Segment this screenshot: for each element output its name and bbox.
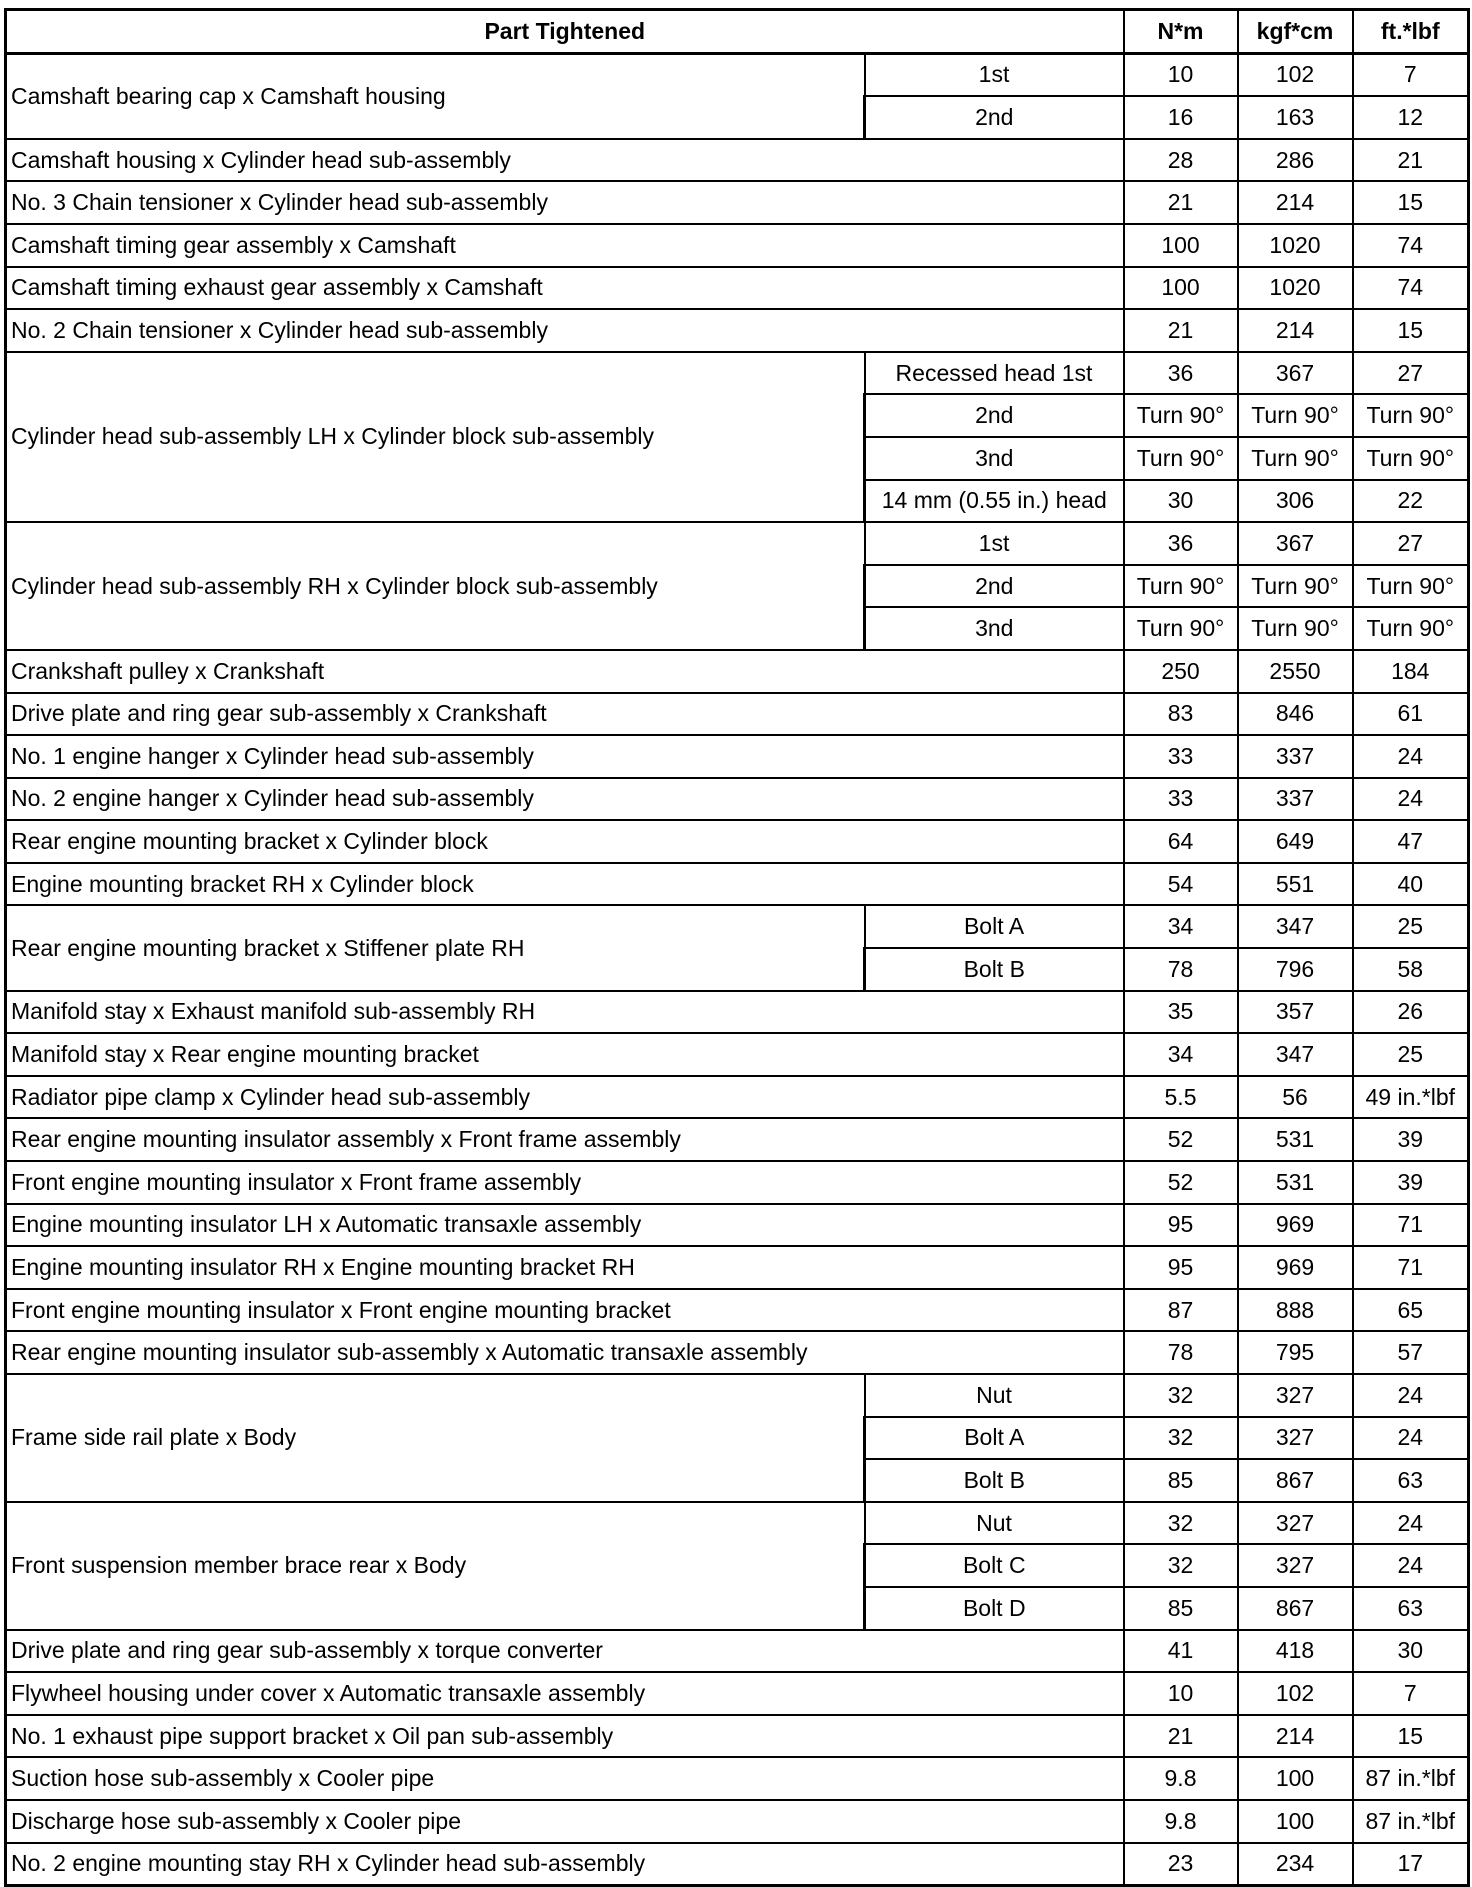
kgf-cm-value: 214 <box>1238 181 1353 224</box>
nm-value: Turn 90° <box>1124 437 1238 480</box>
step-cell: Bolt A <box>865 905 1124 948</box>
table-row <box>6 1033 1469 1076</box>
table-row <box>6 863 1469 906</box>
table-row <box>6 1374 1469 1417</box>
ft-lbf-value: 12 <box>1353 96 1469 139</box>
ft-lbf-value: 65 <box>1353 1289 1469 1332</box>
kgf-cm-value: 102 <box>1238 53 1353 96</box>
step-cell: Recessed head 1st <box>865 352 1124 395</box>
table-row <box>6 1161 1469 1204</box>
table-row <box>6 1502 1469 1545</box>
nm-value: 52 <box>1124 1118 1238 1161</box>
nm-value: 64 <box>1124 820 1238 863</box>
kgf-cm-value: 795 <box>1238 1331 1353 1374</box>
part-cell: No. 2 engine hanger x Cylinder head sub-assembly <box>6 778 1124 821</box>
table-row <box>6 991 1469 1034</box>
table-row <box>6 1246 1469 1289</box>
ft-lbf-value: 26 <box>1353 991 1469 1034</box>
part-cell: Rear engine mounting bracket x Stiffener plate RH <box>6 905 865 990</box>
ft-lbf-value: 39 <box>1353 1118 1469 1161</box>
step-cell: 14 mm (0.55 in.) head <box>865 480 1124 523</box>
kgf-cm-value: 888 <box>1238 1289 1353 1332</box>
table-row <box>6 735 1469 778</box>
nm-value: 100 <box>1124 267 1238 310</box>
step-cell: 3nd <box>865 437 1124 480</box>
nm-value: 41 <box>1124 1630 1238 1673</box>
part-cell: Engine mounting bracket RH x Cylinder block <box>6 863 1124 906</box>
nm-value: 32 <box>1124 1544 1238 1587</box>
kgf-cm-value: 2550 <box>1238 650 1353 693</box>
kgf-cm-value: Turn 90° <box>1238 437 1353 480</box>
nm-value: Turn 90° <box>1124 394 1238 437</box>
nm-value: 23 <box>1124 1843 1238 1886</box>
kgf-cm-value: 531 <box>1238 1161 1353 1204</box>
ft-lbf-value: 74 <box>1353 224 1469 267</box>
ft-lbf-value: 71 <box>1353 1246 1469 1289</box>
part-cell: No. 3 Chain tensioner x Cylinder head sub-assembly <box>6 181 1124 224</box>
ft-lbf-value: Turn 90° <box>1353 437 1469 480</box>
nm-value: 95 <box>1124 1204 1238 1247</box>
nm-value: 21 <box>1124 309 1238 352</box>
nm-value: Turn 90° <box>1124 565 1238 608</box>
kgf-cm-value: 327 <box>1238 1544 1353 1587</box>
part-cell: Radiator pipe clamp x Cylinder head sub-assembly <box>6 1076 1124 1119</box>
kgf-cm-value: 357 <box>1238 991 1353 1034</box>
ft-lbf-value: 58 <box>1353 948 1469 991</box>
ft-lbf-value: 25 <box>1353 905 1469 948</box>
kgf-cm-value: 286 <box>1238 139 1353 182</box>
part-cell: Discharge hose sub-assembly x Cooler pipe <box>6 1800 1124 1843</box>
table-row <box>6 650 1469 693</box>
part-cell: Front engine mounting insulator x Front frame assembly <box>6 1161 1124 1204</box>
ft-lbf-value: 63 <box>1353 1587 1469 1630</box>
kgf-cm-value: 846 <box>1238 693 1353 736</box>
ft-lbf-value: 87 in.*lbf <box>1353 1800 1469 1843</box>
part-cell: Engine mounting insulator LH x Automatic transaxle assembly <box>6 1204 1124 1247</box>
part-cell: Camshaft timing exhaust gear assembly x Camshaft <box>6 267 1124 310</box>
table-row <box>6 905 1469 948</box>
kgf-cm-value: 867 <box>1238 1459 1353 1502</box>
part-cell: Front engine mounting insulator x Front engine mounting bracket <box>6 1289 1124 1332</box>
nm-value: 100 <box>1124 224 1238 267</box>
part-cell: Cylinder head sub-assembly RH x Cylinder block sub-assembly <box>6 522 865 650</box>
ft-lbf-value: 15 <box>1353 1715 1469 1758</box>
part-cell: Drive plate and ring gear sub-assembly x torque converter <box>6 1630 1124 1673</box>
part-cell: Rear engine mounting insulator assembly x Front frame assembly <box>6 1118 1124 1161</box>
table-row <box>6 181 1469 224</box>
part-cell: No. 2 Chain tensioner x Cylinder head sub-assembly <box>6 309 1124 352</box>
nm-value: 9.8 <box>1124 1800 1238 1843</box>
ft-lbf-value: 30 <box>1353 1630 1469 1673</box>
table-row <box>6 309 1469 352</box>
table-row <box>6 224 1469 267</box>
ft-lbf-value: 7 <box>1353 53 1469 96</box>
kgf-cm-value: 418 <box>1238 1630 1353 1673</box>
nm-value: 83 <box>1124 693 1238 736</box>
ft-lbf-value: 87 in.*lbf <box>1353 1757 1469 1800</box>
kgf-cm-value: 367 <box>1238 522 1353 565</box>
torque-spec-sheet <box>4 8 1467 1887</box>
table-row <box>6 1630 1469 1673</box>
kgf-cm-value: Turn 90° <box>1238 607 1353 650</box>
ft-lbf-value: 22 <box>1353 480 1469 523</box>
nm-value: 34 <box>1124 905 1238 948</box>
ft-lbf-value: 21 <box>1353 139 1469 182</box>
kgf-cm-value: 1020 <box>1238 267 1353 310</box>
table-body <box>6 53 1469 1886</box>
kgf-cm-value: 100 <box>1238 1757 1353 1800</box>
nm-value: 34 <box>1124 1033 1238 1076</box>
table-row <box>6 1076 1469 1119</box>
nm-value: Turn 90° <box>1124 607 1238 650</box>
kgf-cm-value: Turn 90° <box>1238 394 1353 437</box>
kgf-cm-value: 969 <box>1238 1204 1353 1247</box>
step-cell: 3nd <box>865 607 1124 650</box>
nm-value: 33 <box>1124 735 1238 778</box>
header-ft-lbf: ft.*lbf <box>1353 10 1469 54</box>
nm-value: 95 <box>1124 1246 1238 1289</box>
table-row <box>6 1843 1469 1886</box>
ft-lbf-value: 71 <box>1353 1204 1469 1247</box>
kgf-cm-value: 100 <box>1238 1800 1353 1843</box>
ft-lbf-value: Turn 90° <box>1353 565 1469 608</box>
kgf-cm-value: 327 <box>1238 1502 1353 1545</box>
kgf-cm-value: 327 <box>1238 1417 1353 1460</box>
ft-lbf-value: 24 <box>1353 1374 1469 1417</box>
table-row <box>6 693 1469 736</box>
nm-value: 250 <box>1124 650 1238 693</box>
step-cell: Bolt A <box>865 1417 1124 1460</box>
part-cell: Camshaft bearing cap x Camshaft housing <box>6 53 865 139</box>
nm-value: 78 <box>1124 1331 1238 1374</box>
table-row <box>6 352 1469 395</box>
part-cell: Crankshaft pulley x Crankshaft <box>6 650 1124 693</box>
nm-value: 36 <box>1124 522 1238 565</box>
step-cell: 2nd <box>865 565 1124 608</box>
torque-table <box>4 8 1470 1887</box>
part-cell: Frame side rail plate x Body <box>6 1374 865 1502</box>
part-cell: Front suspension member brace rear x Body <box>6 1502 865 1630</box>
nm-value: 32 <box>1124 1374 1238 1417</box>
nm-value: 28 <box>1124 139 1238 182</box>
ft-lbf-value: 7 <box>1353 1672 1469 1715</box>
nm-value: 10 <box>1124 53 1238 96</box>
ft-lbf-value: 47 <box>1353 820 1469 863</box>
nm-value: 85 <box>1124 1587 1238 1630</box>
step-cell: Nut <box>865 1502 1124 1545</box>
ft-lbf-value: 74 <box>1353 267 1469 310</box>
table-row <box>6 820 1469 863</box>
nm-value: 52 <box>1124 1161 1238 1204</box>
ft-lbf-value: 40 <box>1353 863 1469 906</box>
nm-value: 32 <box>1124 1417 1238 1460</box>
kgf-cm-value: 234 <box>1238 1843 1353 1886</box>
kgf-cm-value: 531 <box>1238 1118 1353 1161</box>
table-row <box>6 1331 1469 1374</box>
ft-lbf-value: 63 <box>1353 1459 1469 1502</box>
table-row <box>6 1757 1469 1800</box>
kgf-cm-value: 347 <box>1238 905 1353 948</box>
ft-lbf-value: 15 <box>1353 309 1469 352</box>
ft-lbf-value: 24 <box>1353 778 1469 821</box>
kgf-cm-value: 796 <box>1238 948 1353 991</box>
part-cell: No. 2 engine mounting stay RH x Cylinder head sub-assembly <box>6 1843 1124 1886</box>
header-row <box>6 10 1469 54</box>
nm-value: 9.8 <box>1124 1757 1238 1800</box>
kgf-cm-value: 306 <box>1238 480 1353 523</box>
nm-value: 78 <box>1124 948 1238 991</box>
table-row <box>6 53 1469 96</box>
ft-lbf-value: 17 <box>1353 1843 1469 1886</box>
part-cell: No. 1 engine hanger x Cylinder head sub-assembly <box>6 735 1124 778</box>
step-cell: Bolt C <box>865 1544 1124 1587</box>
part-cell: Camshaft housing x Cylinder head sub-assembly <box>6 139 1124 182</box>
step-cell: 1st <box>865 522 1124 565</box>
ft-lbf-value: 39 <box>1353 1161 1469 1204</box>
nm-value: 54 <box>1124 863 1238 906</box>
header-kgf-cm: kgf*cm <box>1238 10 1353 54</box>
step-cell: Bolt B <box>865 1459 1124 1502</box>
step-cell: Bolt B <box>865 948 1124 991</box>
part-cell: Rear engine mounting insulator sub-assembly x Automatic transaxle assembly <box>6 1331 1124 1374</box>
table-row <box>6 1289 1469 1332</box>
ft-lbf-value: 184 <box>1353 650 1469 693</box>
ft-lbf-value: 24 <box>1353 1502 1469 1545</box>
ft-lbf-value: 57 <box>1353 1331 1469 1374</box>
kgf-cm-value: 327 <box>1238 1374 1353 1417</box>
header-nm: N*m <box>1124 10 1238 54</box>
kgf-cm-value: 102 <box>1238 1672 1353 1715</box>
part-cell: Engine mounting insulator RH x Engine mounting bracket RH <box>6 1246 1124 1289</box>
nm-value: 21 <box>1124 181 1238 224</box>
step-cell: 2nd <box>865 394 1124 437</box>
nm-value: 21 <box>1124 1715 1238 1758</box>
kgf-cm-value: 347 <box>1238 1033 1353 1076</box>
ft-lbf-value: 61 <box>1353 693 1469 736</box>
part-cell: Manifold stay x Exhaust manifold sub-assembly RH <box>6 991 1124 1034</box>
ft-lbf-value: 24 <box>1353 1417 1469 1460</box>
kgf-cm-value: 1020 <box>1238 224 1353 267</box>
step-cell: 1st <box>865 53 1124 96</box>
table-row <box>6 139 1469 182</box>
nm-value: 36 <box>1124 352 1238 395</box>
kgf-cm-value: 367 <box>1238 352 1353 395</box>
kgf-cm-value: 551 <box>1238 863 1353 906</box>
part-cell: Manifold stay x Rear engine mounting bracket <box>6 1033 1124 1076</box>
table-row <box>6 1715 1469 1758</box>
kgf-cm-value: 214 <box>1238 309 1353 352</box>
table-row <box>6 778 1469 821</box>
nm-value: 16 <box>1124 96 1238 139</box>
step-cell: Nut <box>865 1374 1124 1417</box>
part-cell: Flywheel housing under cover x Automatic transaxle assembly <box>6 1672 1124 1715</box>
table-row <box>6 1800 1469 1843</box>
nm-value: 33 <box>1124 778 1238 821</box>
step-cell: Bolt D <box>865 1587 1124 1630</box>
part-cell: Camshaft timing gear assembly x Camshaft <box>6 224 1124 267</box>
part-cell: Rear engine mounting bracket x Cylinder block <box>6 820 1124 863</box>
kgf-cm-value: 56 <box>1238 1076 1353 1119</box>
part-cell: Cylinder head sub-assembly LH x Cylinder block sub-assembly <box>6 352 865 522</box>
kgf-cm-value: 337 <box>1238 778 1353 821</box>
ft-lbf-value: 24 <box>1353 735 1469 778</box>
table-row <box>6 522 1469 565</box>
ft-lbf-value: 49 in.*lbf <box>1353 1076 1469 1119</box>
step-cell: 2nd <box>865 96 1124 139</box>
nm-value: 30 <box>1124 480 1238 523</box>
kgf-cm-value: 969 <box>1238 1246 1353 1289</box>
table-row <box>6 267 1469 310</box>
nm-value: 32 <box>1124 1502 1238 1545</box>
nm-value: 10 <box>1124 1672 1238 1715</box>
header-part-tightened: Part Tightened <box>6 10 1124 54</box>
table-row <box>6 1204 1469 1247</box>
table-row <box>6 1118 1469 1161</box>
kgf-cm-value: 649 <box>1238 820 1353 863</box>
table-row <box>6 1672 1469 1715</box>
nm-value: 35 <box>1124 991 1238 1034</box>
ft-lbf-value: 27 <box>1353 352 1469 395</box>
ft-lbf-value: 27 <box>1353 522 1469 565</box>
ft-lbf-value: Turn 90° <box>1353 607 1469 650</box>
part-cell: Drive plate and ring gear sub-assembly x Crankshaft <box>6 693 1124 736</box>
kgf-cm-value: 867 <box>1238 1587 1353 1630</box>
ft-lbf-value: 24 <box>1353 1544 1469 1587</box>
nm-value: 87 <box>1124 1289 1238 1332</box>
part-cell: No. 1 exhaust pipe support bracket x Oil pan sub-assembly <box>6 1715 1124 1758</box>
ft-lbf-value: 15 <box>1353 181 1469 224</box>
kgf-cm-value: 337 <box>1238 735 1353 778</box>
ft-lbf-value: 25 <box>1353 1033 1469 1076</box>
ft-lbf-value: Turn 90° <box>1353 394 1469 437</box>
kgf-cm-value: 214 <box>1238 1715 1353 1758</box>
nm-value: 85 <box>1124 1459 1238 1502</box>
part-cell: Suction hose sub-assembly x Cooler pipe <box>6 1757 1124 1800</box>
nm-value: 5.5 <box>1124 1076 1238 1119</box>
kgf-cm-value: Turn 90° <box>1238 565 1353 608</box>
kgf-cm-value: 163 <box>1238 96 1353 139</box>
